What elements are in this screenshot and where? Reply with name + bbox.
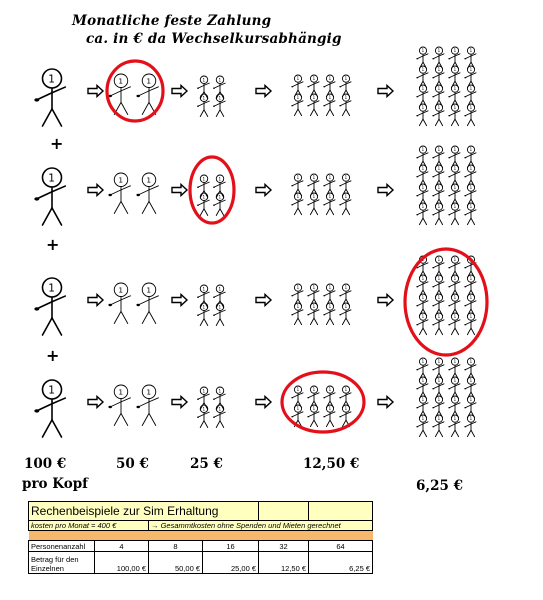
figure-digit: 1 <box>469 67 473 73</box>
table-cell: 4 <box>95 541 149 552</box>
figure-digit: 1 <box>469 295 473 301</box>
figure-digit: 1 <box>453 359 457 365</box>
arrow-r3-4 <box>378 295 393 306</box>
figure-digit: 1 <box>48 73 55 86</box>
figure-digit: 1 <box>118 285 124 295</box>
stick-figure-r2-s4-2 <box>307 174 319 196</box>
figure-digit: 1 <box>469 105 473 111</box>
price-stage-4: 12,50 € <box>303 456 360 472</box>
stick-figure-r4-s5-6 <box>432 377 444 399</box>
stick-figure-r2-s5-6 <box>432 165 444 187</box>
figure-digit: 1 <box>437 359 441 365</box>
figure-digit: 1 <box>202 388 206 394</box>
stick-figure-r1-s4-2 <box>307 75 319 97</box>
stick-figure-r2-s3-3 <box>197 193 209 216</box>
figure-digit: 1 <box>453 105 457 111</box>
figure-digit: 1 <box>421 378 425 384</box>
stick-figure-r3-s5-10 <box>432 294 444 316</box>
figure-digit: 1 <box>421 314 425 320</box>
stick-figure-r2-s4-1 <box>291 174 303 196</box>
price-stage-2: 50 € <box>116 456 149 472</box>
row-label-amount-line-2: Einzelnen <box>31 564 64 573</box>
stick-figure-r4-s5-1 <box>416 358 428 380</box>
figure-digit: 1 <box>437 314 441 320</box>
stick-figure-r4-s5-2 <box>432 358 444 380</box>
highlight-ellipse-row-3 <box>405 249 487 355</box>
figure-digit: 1 <box>344 285 348 291</box>
figure-digit: 1 <box>421 359 425 365</box>
figure-digit: 1 <box>118 76 124 86</box>
figure-digit: 1 <box>437 378 441 384</box>
stick-figure-r1-s3-4 <box>213 94 225 117</box>
stick-figure-r1-s5-6 <box>432 66 444 88</box>
arrow-r4-3 <box>256 397 271 408</box>
stick-figure-r2-s4-6 <box>307 193 319 215</box>
figure-digit: 1 <box>296 304 300 310</box>
figure-digit: 1 <box>453 314 457 320</box>
stick-figure-r3-s5-16 <box>464 313 476 335</box>
figure-digit: 1 <box>437 257 441 263</box>
figure-digit: 1 <box>296 76 300 82</box>
stick-figure-r1-s4-1 <box>291 75 303 97</box>
figure-digit: 1 <box>421 295 425 301</box>
cost-note: kosten pro Monat = 400 € <box>29 521 149 531</box>
figure-digit: 1 <box>312 95 316 101</box>
figure-digit: 1 <box>437 204 441 210</box>
stick-figure-r1-s5-4 <box>464 47 476 69</box>
stick-figure-r3-s5-6 <box>432 275 444 297</box>
figure-digit: 1 <box>218 77 222 83</box>
figure-digit: 1 <box>453 204 457 210</box>
table-cell: 8 <box>149 541 203 552</box>
stick-figure-r1-s5-8 <box>464 66 476 88</box>
stick-figure-r1-s1-1 <box>34 69 65 126</box>
figure-digit: 1 <box>437 295 441 301</box>
figure-digit: 1 <box>437 276 441 282</box>
price-stage-5: 6,25 € <box>416 478 463 494</box>
figure-digit: 1 <box>328 406 332 412</box>
stick-figure-r3-s5-7 <box>448 275 460 297</box>
figure-digit: 1 <box>202 95 206 101</box>
figure-digit: 1 <box>296 285 300 291</box>
stick-figure-r4-s5-11 <box>448 396 460 418</box>
figure-digit: 1 <box>218 286 222 292</box>
stick-figure-r4-s5-13 <box>416 415 428 437</box>
figure-digit: 1 <box>328 175 332 181</box>
figure-digit: 1 <box>312 285 316 291</box>
figure-digit: 1 <box>312 406 316 412</box>
figure-digit: 1 <box>453 86 457 92</box>
stick-figure-r4-s5-12 <box>464 396 476 418</box>
stick-figure-r1-s3-3 <box>197 94 209 117</box>
stick-figure-r1-s5-2 <box>432 47 444 69</box>
stick-figure-r1-s5-1 <box>416 47 428 69</box>
stick-figure-r3-s4-2 <box>307 284 319 306</box>
stick-figure-r3-s4-1 <box>291 284 303 306</box>
figure-digit: 1 <box>146 76 152 86</box>
figure-digit: 1 <box>344 387 348 393</box>
figure-digit: 1 <box>437 147 441 153</box>
stick-figure-r1-s2-2 <box>136 74 158 115</box>
stick-figure-r4-s5-16 <box>464 415 476 437</box>
stick-figure-r2-s1-1 <box>34 168 65 225</box>
arrow-r1-2 <box>172 86 187 97</box>
stick-figure-r3-s4-6 <box>307 303 319 325</box>
stick-figure-r4-s2-2 <box>136 385 158 426</box>
figure-digit: 1 <box>146 175 152 185</box>
arrow-r1-4 <box>378 86 393 97</box>
row-label-persons: Personenanzahl <box>29 541 95 552</box>
figure-digit: 1 <box>344 76 348 82</box>
stick-figure-r4-s4-3 <box>323 386 335 408</box>
figure-digit: 1 <box>453 147 457 153</box>
figure-digit: 1 <box>421 86 425 92</box>
stick-figure-r2-s5-2 <box>432 146 444 168</box>
stick-figure-r1-s5-5 <box>416 66 428 88</box>
stick-figure-r2-s5-14 <box>432 203 444 225</box>
stick-figure-r4-s5-3 <box>448 358 460 380</box>
figure-digit: 1 <box>48 282 55 295</box>
figure-digit: 1 <box>312 387 316 393</box>
row-label-amount-line-1: Betrag für den <box>31 555 79 564</box>
table-cell: 25,00 € <box>203 552 259 574</box>
figure-digit: 1 <box>437 166 441 172</box>
stick-figure-r3-s4-3 <box>323 284 335 306</box>
table-cell: 64 <box>309 541 373 552</box>
stick-figure-r2-s4-7 <box>323 193 335 215</box>
figure-digit: 1 <box>469 314 473 320</box>
stick-figure-r2-s5-13 <box>416 203 428 225</box>
figure-digit: 1 <box>453 185 457 191</box>
stick-figure-r2-s4-8 <box>339 193 351 215</box>
highlight-ellipse-row-1 <box>107 61 163 121</box>
figure-digit: 1 <box>453 295 457 301</box>
stick-figure-r4-s4-2 <box>307 386 319 408</box>
stick-figure-r3-s5-14 <box>432 313 444 335</box>
stick-figure-r3-s2-1 <box>108 283 130 324</box>
stick-figure-r3-s5-12 <box>464 294 476 316</box>
stick-figure-r2-s5-3 <box>448 146 460 168</box>
stick-figure-r3-s4-7 <box>323 303 335 325</box>
figure-digit: 1 <box>118 387 124 397</box>
figure-digit: 1 <box>218 406 222 412</box>
stick-figure-r4-s4-6 <box>307 405 319 427</box>
table-title-cell <box>309 502 373 521</box>
figure-digit: 1 <box>202 406 206 412</box>
stick-figure-r1-s5-3 <box>448 47 460 69</box>
figure-digit: 1 <box>469 276 473 282</box>
figure-digit: 1 <box>218 95 222 101</box>
figure-digit: 1 <box>312 175 316 181</box>
figure-digit: 1 <box>469 166 473 172</box>
stick-figure-r2-s5-15 <box>448 203 460 225</box>
figure-digit: 1 <box>202 286 206 292</box>
stick-figure-r1-s4-8 <box>339 94 351 116</box>
stick-figure-r4-s5-15 <box>448 415 460 437</box>
stick-figure-r4-s1-1 <box>34 380 65 437</box>
stick-figure-r3-s5-8 <box>464 275 476 297</box>
table-row <box>29 541 373 552</box>
arrow-r2-1 <box>88 185 103 196</box>
stick-figure-r4-s3-3 <box>197 405 209 428</box>
highlight-ellipse-row-2 <box>190 157 234 223</box>
table-cell: 32 <box>259 541 309 552</box>
table-cell: 50,00 € <box>149 552 203 574</box>
table-title: Rechenbeispiele zur Sim Erhaltung <box>29 502 259 521</box>
figure-digit: 1 <box>344 304 348 310</box>
figure-digit: 1 <box>118 175 124 185</box>
price-per-head-caption: pro Kopf <box>22 476 88 492</box>
figure-digit: 1 <box>296 175 300 181</box>
figure-digit: 1 <box>469 257 473 263</box>
figure-digit: 1 <box>453 166 457 172</box>
stick-figure-r4-s4-1 <box>291 386 303 408</box>
stick-figure-r2-s2-1 <box>108 173 130 214</box>
stick-figure-r1-s5-14 <box>432 104 444 126</box>
figure-digit: 1 <box>328 387 332 393</box>
figure-digit: 1 <box>437 105 441 111</box>
stick-figure-r3-s4-4 <box>339 284 351 306</box>
table-row <box>29 552 373 574</box>
figure-digit: 1 <box>146 387 152 397</box>
stick-figure-r2-s5-16 <box>464 203 476 225</box>
table-cell: 6,25 € <box>309 552 373 574</box>
figure-digit: 1 <box>469 416 473 422</box>
stick-figure-r3-s3-3 <box>197 303 209 326</box>
figure-digit: 1 <box>421 105 425 111</box>
stick-figure-r3-s3-4 <box>213 303 225 326</box>
stick-figure-r3-s4-5 <box>291 303 303 325</box>
arrow-r3-1 <box>88 295 103 306</box>
figure-digit: 1 <box>469 397 473 403</box>
stick-figure-r2-s5-5 <box>416 165 428 187</box>
figure-digit: 1 <box>296 194 300 200</box>
arrow-r1-1 <box>88 86 103 97</box>
stick-figure-r4-s5-14 <box>432 415 444 437</box>
figure-digit: 1 <box>437 185 441 191</box>
figure-digit: 1 <box>296 387 300 393</box>
stick-figure-r3-s5-9 <box>416 294 428 316</box>
stick-figure-r4-s3-4 <box>213 405 225 428</box>
stick-figure-r3-s1-1 <box>34 278 65 335</box>
stick-figure-r3-s2-2 <box>136 283 158 324</box>
figure-digit: 1 <box>453 378 457 384</box>
stick-figure-r4-s5-10 <box>432 396 444 418</box>
stick-figure-r4-s5-5 <box>416 377 428 399</box>
stick-figure-r1-s4-7 <box>323 94 335 116</box>
figure-digit: 1 <box>48 172 55 185</box>
stick-figure-r1-s5-13 <box>416 104 428 126</box>
figure-digit: 1 <box>48 384 55 397</box>
figure-digit: 1 <box>344 406 348 412</box>
figure-digit: 1 <box>453 257 457 263</box>
figure-digit: 1 <box>328 285 332 291</box>
stick-figure-r4-s2-1 <box>108 385 130 426</box>
figure-digit: 1 <box>421 397 425 403</box>
figure-digit: 1 <box>421 166 425 172</box>
highlight-ellipse-row-4 <box>282 372 364 432</box>
stick-figure-r1-s5-10 <box>432 85 444 107</box>
figure-digit: 1 <box>202 77 206 83</box>
figure-digit: 1 <box>437 86 441 92</box>
stick-figure-r2-s4-5 <box>291 193 303 215</box>
figure-digit: 1 <box>218 176 222 182</box>
price-stage-3: 25 € <box>190 456 223 472</box>
stick-figure-r1-s4-6 <box>307 94 319 116</box>
price-per-head: 100 € <box>24 456 67 472</box>
stick-figure-r1-s4-4 <box>339 75 351 97</box>
figure-digit: 1 <box>421 185 425 191</box>
plus-sign-3: + <box>46 346 60 365</box>
arrow-r3-2 <box>172 295 187 306</box>
figure-digit: 1 <box>344 194 348 200</box>
arrow-r4-1 <box>88 397 103 408</box>
figure-digit: 1 <box>344 95 348 101</box>
figure-digit: 1 <box>312 304 316 310</box>
figure-digit: 1 <box>344 175 348 181</box>
figure-digit: 1 <box>469 204 473 210</box>
orange-band <box>29 531 373 541</box>
heading-line-1: Monatliche feste Zahlung <box>72 13 272 29</box>
figure-digit: 1 <box>469 359 473 365</box>
figure-digit: 1 <box>328 304 332 310</box>
stick-figure-r2-s5-4 <box>464 146 476 168</box>
calculation-table <box>28 501 373 574</box>
figure-digit: 1 <box>328 95 332 101</box>
arrow-r1-3 <box>256 86 271 97</box>
figure-digit: 1 <box>421 48 425 54</box>
figure-digit: 1 <box>437 416 441 422</box>
plus-sign-1: + <box>50 134 64 153</box>
stick-figure-r3-s5-11 <box>448 294 460 316</box>
figure-digit: 1 <box>202 194 206 200</box>
figure-digit: 1 <box>218 304 222 310</box>
figure-digit: 1 <box>218 388 222 394</box>
figure-digit: 1 <box>296 406 300 412</box>
stick-figure-r2-s5-9 <box>416 184 428 206</box>
figure-digit: 1 <box>146 285 152 295</box>
stick-figure-r1-s5-16 <box>464 104 476 126</box>
figure-digit: 1 <box>421 204 425 210</box>
figure-digit: 1 <box>202 176 206 182</box>
figure-digit: 1 <box>469 378 473 384</box>
figure-digit: 1 <box>296 95 300 101</box>
figure-digit: 1 <box>312 194 316 200</box>
stick-figure-r1-s5-9 <box>416 85 428 107</box>
stick-figure-r2-s5-11 <box>448 184 460 206</box>
figure-digit: 1 <box>453 416 457 422</box>
arrow-r2-3 <box>256 185 271 196</box>
figure-digit: 1 <box>437 397 441 403</box>
total-note: → Gesammtkosten ohne Spenden und Mieten gerechnet <box>149 521 373 531</box>
stick-figure-r3-s4-8 <box>339 303 351 325</box>
stick-figure-r1-s5-12 <box>464 85 476 107</box>
stick-figure-r3-s5-2 <box>432 256 444 278</box>
stick-figure-r4-s5-4 <box>464 358 476 380</box>
stick-figure-r4-s5-7 <box>448 377 460 399</box>
figure-digit: 1 <box>453 397 457 403</box>
stick-figure-r3-s5-5 <box>416 275 428 297</box>
stick-figure-r3-s5-15 <box>448 313 460 335</box>
figure-digit: 1 <box>202 304 206 310</box>
row-label-amount <box>29 552 95 574</box>
figure-digit: 1 <box>421 67 425 73</box>
figure-digit: 1 <box>469 86 473 92</box>
arrow-r4-4 <box>378 397 393 408</box>
figure-digit: 1 <box>469 147 473 153</box>
stick-figure-r1-s4-3 <box>323 75 335 97</box>
table-cell: 12,50 € <box>259 552 309 574</box>
stick-figure-r1-s5-15 <box>448 104 460 126</box>
plus-sign-2: + <box>46 235 60 254</box>
table-title-cell <box>259 502 309 521</box>
stick-figure-r2-s5-12 <box>464 184 476 206</box>
stick-figure-r4-s4-4 <box>339 386 351 408</box>
figure-digit: 1 <box>453 67 457 73</box>
figure-digit: 1 <box>421 257 425 263</box>
stick-figure-r2-s5-1 <box>416 146 428 168</box>
stick-figure-r2-s5-8 <box>464 165 476 187</box>
stick-figure-r2-s3-4 <box>213 193 225 216</box>
arrow-r2-4 <box>378 185 393 196</box>
stick-figure-r3-s5-3 <box>448 256 460 278</box>
figure-digit: 1 <box>421 147 425 153</box>
table-cell: 100,00 € <box>95 552 149 574</box>
stick-figure-r2-s5-10 <box>432 184 444 206</box>
stick-figure-r1-s5-7 <box>448 66 460 88</box>
figure-digit: 1 <box>469 48 473 54</box>
stick-figure-r3-s5-13 <box>416 313 428 335</box>
stick-figure-r4-s5-9 <box>416 396 428 418</box>
arrow-r3-3 <box>256 295 271 306</box>
stick-figure-r1-s5-11 <box>448 85 460 107</box>
stick-figure-r2-s4-3 <box>323 174 335 196</box>
figure-digit: 1 <box>453 276 457 282</box>
figure-digit: 1 <box>421 416 425 422</box>
figure-digit: 1 <box>218 194 222 200</box>
figure-digit: 1 <box>328 194 332 200</box>
stick-figure-r2-s2-2 <box>136 173 158 214</box>
stick-figure-r4-s4-7 <box>323 405 335 427</box>
stick-figure-r4-s5-8 <box>464 377 476 399</box>
figure-digit: 1 <box>328 76 332 82</box>
figure-digit: 1 <box>437 67 441 73</box>
stick-figure-r2-s5-7 <box>448 165 460 187</box>
arrow-r2-2 <box>172 185 187 196</box>
table-cell: 16 <box>203 541 259 552</box>
figure-digit: 1 <box>469 185 473 191</box>
figure-digit: 1 <box>312 76 316 82</box>
stick-figure-r1-s4-5 <box>291 94 303 116</box>
figure-digit: 1 <box>453 48 457 54</box>
arrow-r4-2 <box>172 397 187 408</box>
heading-line-2: ca. in € da Wechselkursabhängig <box>86 31 342 47</box>
figure-digit: 1 <box>437 48 441 54</box>
stick-figure-r2-s4-4 <box>339 174 351 196</box>
figure-digit: 1 <box>421 276 425 282</box>
